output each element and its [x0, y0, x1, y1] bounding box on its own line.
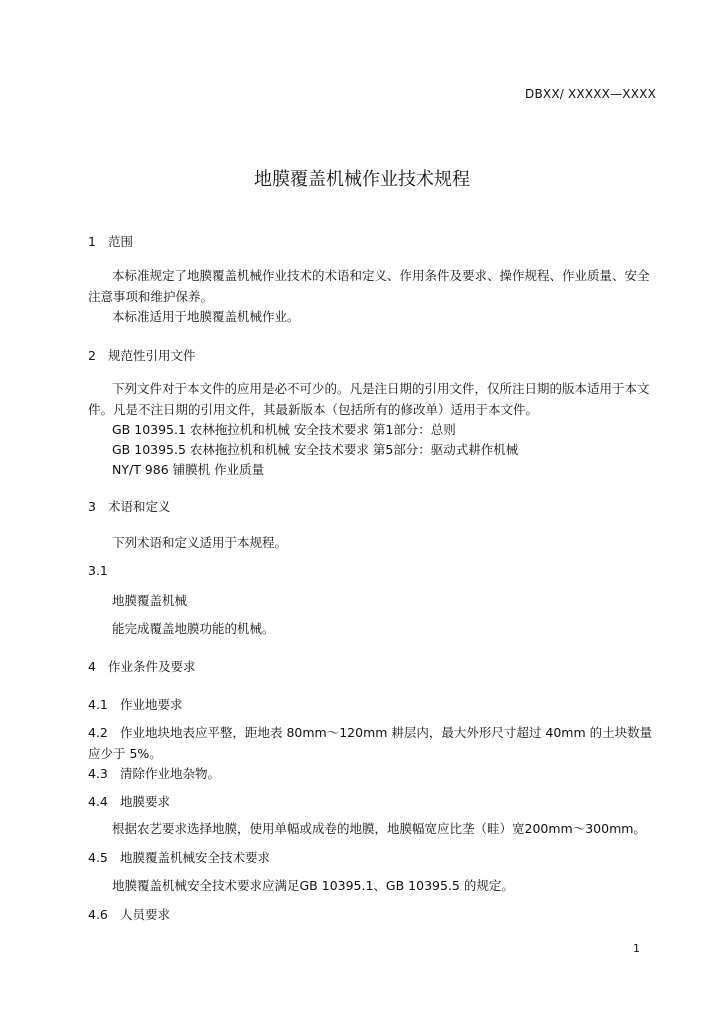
reference-item: NY/T 986 铺膜机 作业质量 [112, 462, 265, 477]
section-number: 3 [88, 499, 96, 514]
subsection-4-3 [88, 764, 220, 782]
subsection-4-6-heading [88, 905, 170, 923]
section-number: 2 [88, 348, 96, 363]
subsection-number: 4.3 [88, 766, 108, 781]
section-title: 范围 [108, 234, 134, 249]
subsection-text: 清除作业地杂物。 [120, 766, 221, 781]
subsection-4-5-paragraph: 地膜覆盖机械安全技术要求应满足GB 10395.1、GB 10395.5 的规定。 [112, 878, 514, 893]
subsection-title: 地膜要求 [120, 794, 171, 809]
subsection-text: 作业地块地表应平整，距地表 80mm～120mm 耕层内，最大外形尺寸超过 40mm 的土块数量应少于 5%。 [88, 725, 653, 761]
section-1-heading [88, 232, 133, 250]
document-title: 地膜覆盖机械作业技术规程 [254, 169, 470, 190]
subsection-4-2 [88, 722, 658, 764]
subsection-number: 4.2 [88, 725, 108, 740]
page-number: 1 [633, 942, 640, 955]
section-number: 1 [88, 234, 96, 249]
subsection-number: 4.4 [88, 794, 108, 809]
section-1-paragraph-1: 本标准规定了地膜覆盖机械作业技术的术语和定义、作用条件及要求、操作规程、作业质量、安全注意事项和维护保养。 [88, 268, 650, 304]
reference-item: GB 10395.5 农林拖拉机和机械 安全技术要求 第5部分：驱动式耕作机械 [112, 442, 519, 457]
subsection-4-1-heading [88, 695, 183, 713]
section-1-paragraph-2: 本标准适用于地膜覆盖机械作业。 [112, 309, 300, 324]
term-name: 地膜覆盖机械 [112, 593, 188, 608]
term-definition: 能完成覆盖地膜功能的机械。 [112, 621, 275, 636]
reference-item: GB 10395.1 农林拖拉机和机械 安全技术要求 第1部分：总则 [112, 422, 456, 437]
section-title: 作业条件及要求 [108, 659, 196, 674]
subsection-title: 作业地要求 [120, 697, 183, 712]
subsection-number: 4.5 [88, 850, 108, 865]
section-2-paragraph-1: 下列文件对于本文件的应用是必不可少的。凡是注日期的引用文件，仅所注日期的版本适用于本文件。凡是不注日期的引用文件，其最新版本（包括所有的修改单）适用于本文件。 [88, 381, 650, 417]
subsection-title: 地膜覆盖机械安全技术要求 [120, 850, 271, 865]
section-title: 规范性引用文件 [108, 348, 196, 363]
section-4-heading [88, 657, 196, 675]
section-title: 术语和定义 [108, 499, 171, 514]
section-3-paragraph-1: 下列术语和定义适用于本规程。 [112, 535, 288, 550]
subsection-number: 4.1 [88, 697, 108, 712]
section-3-heading [88, 497, 171, 515]
section-number: 4 [88, 659, 96, 674]
subsection-title: 人员要求 [120, 907, 171, 922]
subsection-4-4-heading [88, 792, 170, 810]
subsection-4-4-paragraph: 根据农艺要求选择地膜，使用单幅或成卷的地膜，地膜幅宽应比垄（畦）宽200mm～300mm。 [112, 821, 646, 836]
term-number: 3.1 [88, 563, 108, 578]
document-code: DBXX/ XXXXX—XXXX [525, 87, 656, 101]
subsection-number: 4.6 [88, 907, 108, 922]
section-2-heading [88, 346, 196, 364]
subsection-4-5-heading [88, 848, 270, 866]
